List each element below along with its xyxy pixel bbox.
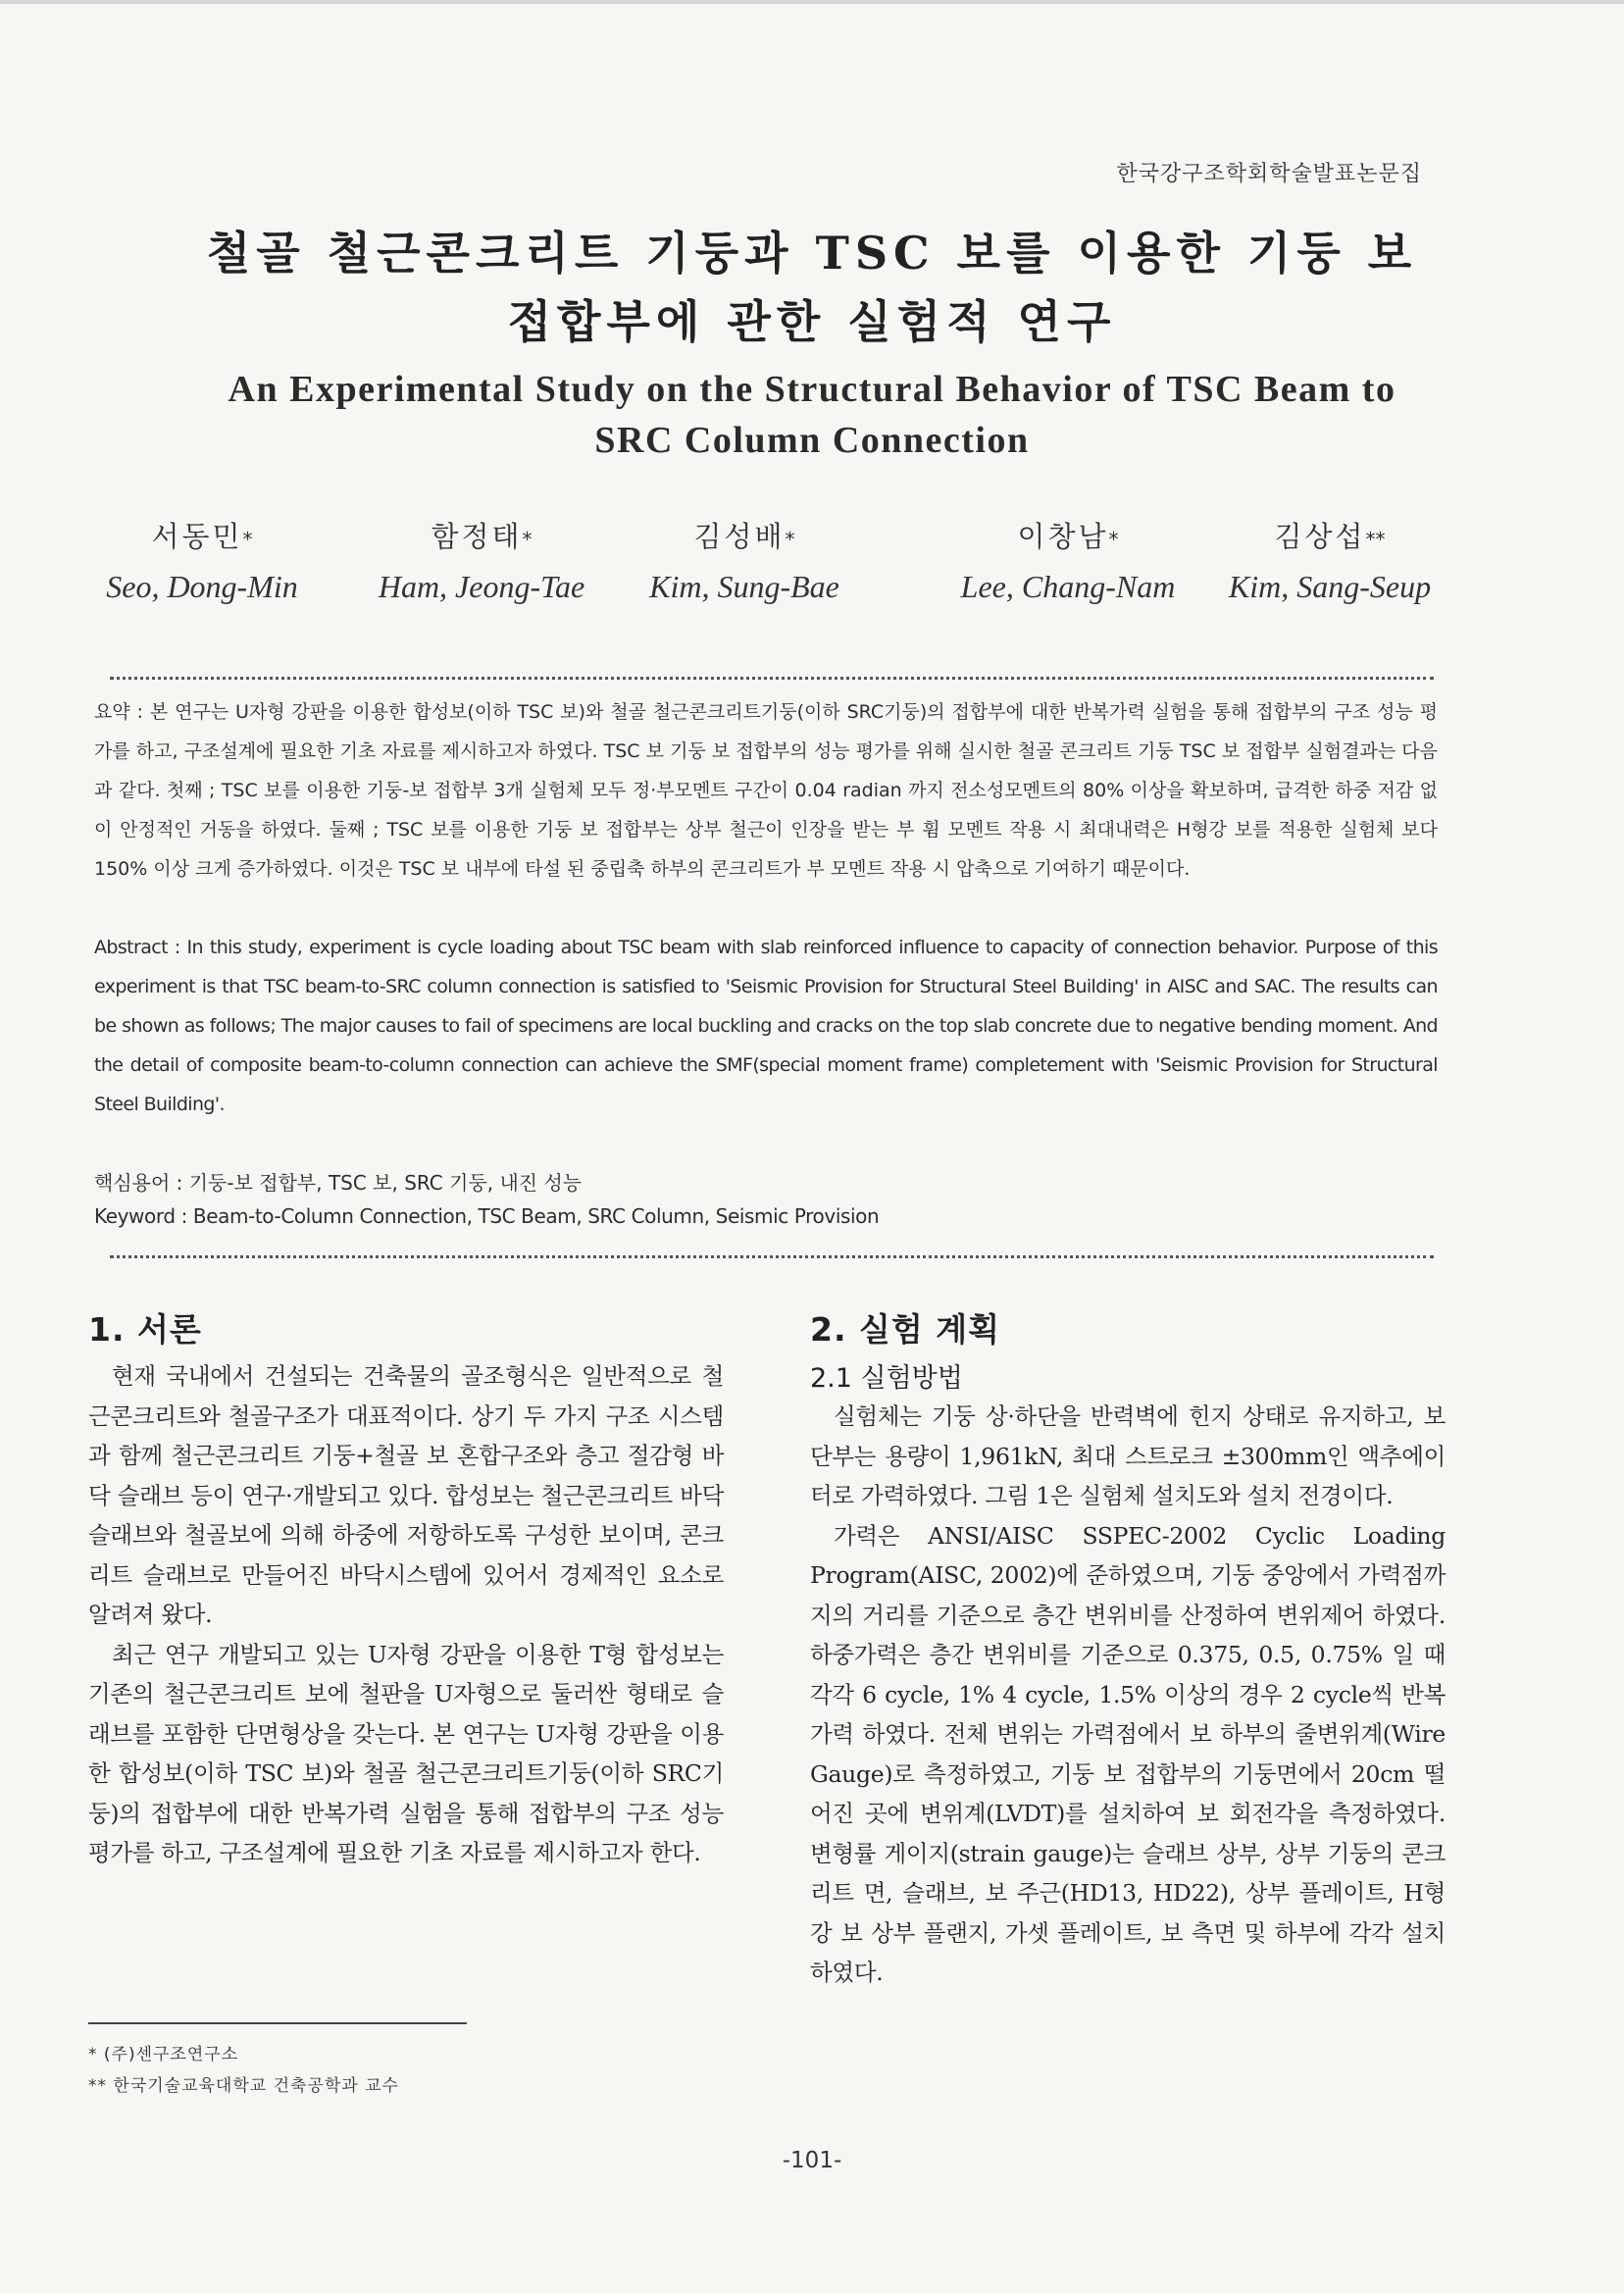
section-2-paragraph: 가력은 ANSI/AISC SSPEC-2002 Cyclic Loading Program(AISC, 2002)에 준하였으며, 기둥 중앙에서 가력점까지의 거리를 기준으로 층간 변위비를 산정하여 변위제어 하였다. 하중가력은 층간 변위비를 기준으로 0.375, 0.5, 0.75% 일 때 각각 6 cycle, 1% 4 cycle, 1.5% 이상의 경우 2 cycle씩 반복가력 하였다. 전체 변위는 가력점에서 보 하부의 줄변위계(Wire Gauge)로 측정하였고, 기둥 보 접합부의 기둥면에서 20cm 떨어진 곳에 변위계(LVDT)를 설치하여 보 회전각을 측정하였다. 변형률 게이지(strain gauge)는 슬래브 상부, 상부 기둥의 콘크리트 면, 슬래브, 보 주근(HD13, HD22), 상부 플레이트, H형강 보 상부 플랜지, 가셋 플레이트, 보 측면 및 하부에 각각 설치하였다. bbox=[810, 1521, 1446, 1986]
korean-title-line-1: 철골 철근콘크리트 기둥과 TSC 보를 이용한 기둥 보 bbox=[206, 227, 1418, 280]
top-edge-line bbox=[0, 0, 1624, 4]
journal-name: 한국강구조학회학술발표논문집 bbox=[1116, 162, 1422, 186]
author-name-ko: 서동민 bbox=[151, 520, 243, 553]
author-name-ko: 함정태 bbox=[431, 520, 523, 553]
english-title-line-1: An Experimental Study on the Structural Behavior of TSC Beam to bbox=[228, 369, 1396, 410]
body-column-right bbox=[810, 1304, 1446, 1993]
dotted-divider-bottom bbox=[110, 1255, 1434, 1258]
author-2 bbox=[344, 515, 619, 605]
body-column-left bbox=[88, 1304, 724, 1873]
author-name-en: Ham, Jeong-Tae bbox=[378, 569, 585, 604]
dotted-divider-top bbox=[110, 677, 1434, 680]
author-name-en: Lee, Chang-Nam bbox=[960, 569, 1176, 604]
author-name-ko: 김성배 bbox=[693, 520, 786, 553]
english-title-line-2: SRC Column Connection bbox=[594, 420, 1030, 461]
author-name-en: Seo, Dong-Min bbox=[106, 569, 298, 604]
affiliation-mark: * bbox=[522, 528, 533, 551]
author-name-en: Kim, Sung-Bae bbox=[649, 569, 839, 604]
keywords-english: Keyword : Beam-to-Column Connection, TSC Beam, SRC Column, Seismic Provision bbox=[94, 1204, 880, 1228]
author-name-ko: 이창남 bbox=[1017, 520, 1109, 553]
affiliation-mark: * bbox=[785, 528, 795, 551]
section-1-title: 1. 서론 bbox=[88, 1310, 202, 1349]
affiliation-mark: * bbox=[242, 528, 253, 551]
author-4 bbox=[931, 515, 1205, 605]
footnote-rule bbox=[88, 2022, 467, 2024]
page-number: -101- bbox=[782, 2148, 842, 2173]
section-2-1-subtitle: 2.1 실험방법 bbox=[810, 1363, 963, 1394]
author-1 bbox=[94, 515, 310, 605]
affiliation-mark: * bbox=[1108, 528, 1119, 551]
author-name-en: Kim, Sang-Seup bbox=[1228, 569, 1432, 604]
section-2-title: 2. 실험 계획 bbox=[810, 1310, 1000, 1349]
footnote-2: ** 한국기술교육대학교 건축공학과 교수 bbox=[88, 2076, 399, 2096]
section-1-paragraph: 현재 국내에서 건설되는 건축물의 골조형식은 일반적으로 철근콘크리트와 철골구조가 대표적이다. 상기 두 가지 구조 시스템과 함께 철근콘크리트 기둥+철골 보 혼합구조와 층고 절감형 바닥 슬래브 등이 연구·개발되고 있다. 합성보는 철근콘크리트 바닥 슬래브와 철골보에 의해 하중에 저항하도록 구성한 보이며, 콘크리트 슬래브로 만들어진 바닥시스템에 있어서 경제적인 요소로 알려져 왔다. bbox=[88, 1362, 724, 1628]
author-3 bbox=[622, 515, 867, 605]
author-5 bbox=[1212, 515, 1447, 605]
author-name-ko: 김상섭 bbox=[1274, 520, 1366, 553]
footnote-1: * (주)센구조연구소 bbox=[88, 2045, 239, 2064]
section-2-paragraph: 실험체는 기둥 상·하단을 반력벽에 힌지 상태로 유지하고, 보 단부는 용량이 1,961kN, 최대 스트로크 ±300mm인 액추에이터로 가력하였다. 그림 1은 실험체 설치도와 설치 전경이다. bbox=[810, 1402, 1446, 1509]
section-1-paragraph: 최근 연구 개발되고 있는 U자형 강판을 이용한 T형 합성보는 기존의 철근콘크리트 보에 철판을 U자형으로 둘러싼 형태로 슬래브를 포함한 단면형상을 갖는다. 본 연구는 U자형 강판을 이용한 합성보(이하 TSC 보)와 철골 철근콘크리트기둥(이하 SRC기둥)의 접합부에 대한 반복가력 실험을 통해 접합부의 구조 성능 평가를 하고, 구조설계에 필요한 기초 자료를 제시하고자 한다. bbox=[88, 1640, 724, 1866]
abstract-korean: 요약 : 본 연구는 U자형 강판을 이용한 합성보(이하 TSC 보)와 철골 철근콘크리트기둥(이하 SRC기둥)의 접합부에 대한 반복가력 실험을 통해 접합부의 구조 성능 평가를 하고, 구조설계에 필요한 기초 자료를 제시하고자 하였다. TSC 보 기둥 보 접합부의 성능 평가를 위해 실시한 철골 콘크리트 기둥 TSC 보 접합부 실험결과는 다음과 같다. 첫째 ; TSC 보를 이용한 기둥-보 접합부 3개 실험체 모두 정·부모멘트 구간이 0.04 radian 까지 전소성모멘트의 80% 이상을 확보하며, 급격한 하중 저감 없이 안정적인 거동을 하였다. 둘째 ; TSC 보를 이용한 기둥 보 접합부는 상부 철근이 인장을 받는 부 휨 모멘트 작용 시 최대내력은 H형강 보를 적용한 실험체 보다 150% 이상 크게 증가하였다. 이것은 TSC 보 내부에 타설 된 중립축 하부의 콘크리트가 부 모멘트 작용 시 압축으로 기여하기 때문이다. bbox=[94, 701, 1438, 880]
korean-title-line-2: 접합부에 관한 실험적 연구 bbox=[507, 295, 1117, 348]
keywords-korean: 핵심용어 : 기둥-보 접합부, TSC 보, SRC 기둥, 내진 성능 bbox=[94, 1171, 583, 1195]
author-list bbox=[94, 515, 1447, 623]
affiliation-mark: ** bbox=[1365, 528, 1386, 551]
abstract-english: Abstract : In this study, experiment is cycle loading about TSC beam with slab reinforced influence to capacity of connection behavior. Purpose of this experiment is that TSC beam-to-SRC column connection is satisfied to 'Seismic Provision for Structural Steel Building' in AISC and SAC. The results can be shown as follows; The major causes to fail of specimens are local buckling and cracks on the top slab concrete due to negative bending moment. And the detail of composite beam-to-column connection can achieve the SMF(special moment frame) completement with 'Seismic Provision for Structural Steel Building'. bbox=[94, 937, 1438, 1115]
